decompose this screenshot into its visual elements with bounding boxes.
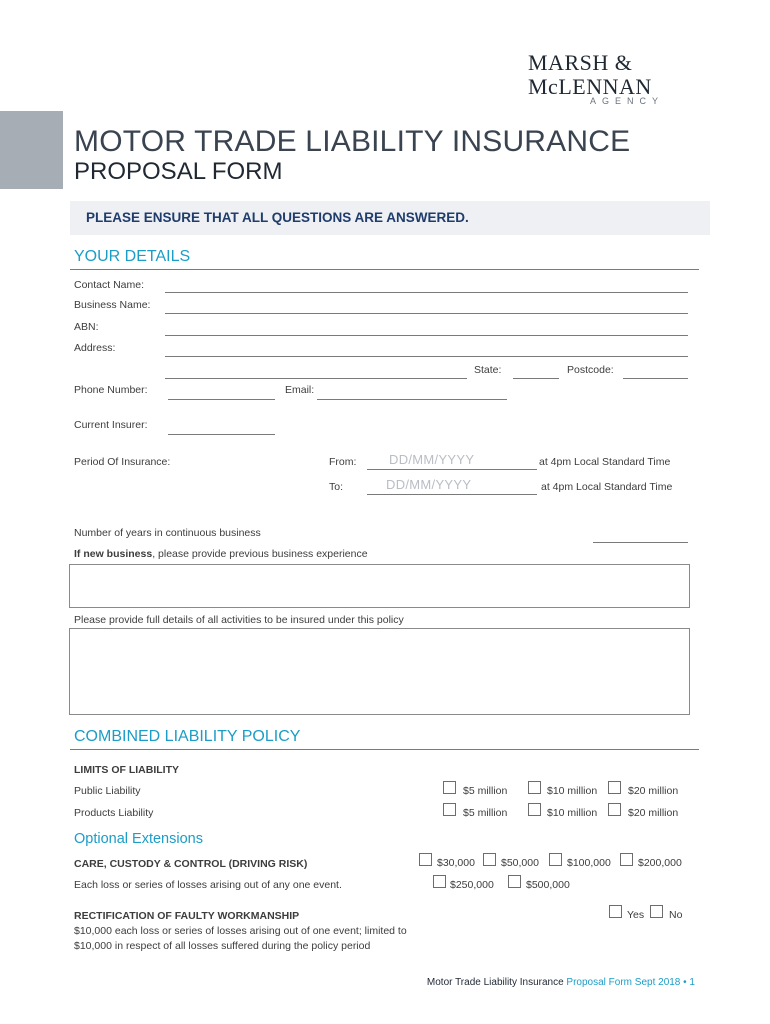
abn-label: ABN: — [74, 321, 99, 333]
from-date-field[interactable] — [367, 469, 537, 470]
optional-extensions-heading: Optional Extensions — [74, 831, 203, 847]
state-label: State: — [474, 364, 502, 376]
new-business-label — [74, 548, 368, 560]
rectification-heading: RECTIFICATION OF FAULTY WORKMANSHIP — [74, 910, 300, 922]
address-field-line-1[interactable] — [165, 356, 688, 357]
to-label: To: — [329, 481, 344, 493]
public-10m-checkbox[interactable] — [528, 781, 541, 794]
care-50k-label: $50,000 — [501, 857, 539, 869]
years-business-field[interactable] — [593, 542, 688, 543]
page-title: MOTOR TRADE LIABILITY INSURANCE — [74, 125, 631, 158]
page-footer — [427, 977, 695, 988]
postcode-field[interactable] — [623, 378, 688, 379]
logo-line-2: McLENNAN — [528, 74, 652, 99]
abn-field[interactable] — [165, 335, 688, 336]
care-200k-checkbox[interactable] — [620, 853, 633, 866]
care-custody-description: Each loss or series of losses arising out of any one event. — [74, 879, 342, 891]
care-250k-label: $250,000 — [450, 879, 494, 891]
address-label: Address: — [74, 342, 116, 354]
public-5m-label: $5 million — [463, 785, 508, 797]
new-business-bold: If new business — [74, 548, 153, 560]
care-50k-checkbox[interactable] — [483, 853, 496, 866]
footer-page-info: Proposal Form Sept 2018 • 1 — [566, 977, 695, 988]
products-5m-label: $5 million — [463, 807, 508, 819]
care-30k-checkbox[interactable] — [419, 853, 432, 866]
footer-title: Motor Trade Liability Insurance — [426, 977, 564, 988]
logo-line-1: MARSH & — [528, 50, 633, 75]
page-subtitle: PROPOSAL FORM — [74, 158, 283, 185]
care-500k-label: $500,000 — [526, 879, 570, 891]
rectification-desc-line-2: $10,000 in respect of all losses suffered during the policy period — [74, 940, 371, 952]
care-custody-heading: CARE, CUSTODY & CONTROL (DRIVING RISK) — [74, 858, 308, 870]
current-insurer-field[interactable] — [168, 434, 275, 435]
products-10m-label: $10 million — [547, 807, 598, 819]
rectification-no-checkbox[interactable] — [650, 905, 663, 918]
to-date-placeholder: DD/MM/YYYY — [386, 477, 472, 492]
public-10m-label: $10 million — [547, 785, 598, 797]
phone-field[interactable] — [168, 399, 275, 400]
limits-heading: LIMITS OF LIABILITY — [74, 764, 179, 776]
care-200k-label: $200,000 — [638, 857, 682, 869]
state-field[interactable] — [513, 378, 559, 379]
contact-name-field[interactable] — [165, 292, 688, 293]
rectification-yes-label: Yes — [627, 909, 645, 921]
activities-label: Please provide full details of all activities to be insured under this policy — [74, 614, 404, 626]
contact-name-label: Contact Name: — [74, 279, 145, 291]
public-5m-checkbox[interactable] — [443, 781, 456, 794]
new-business-rest: , please provide previous business experience — [152, 548, 368, 560]
care-100k-label: $100,000 — [567, 857, 611, 869]
to-time-note: at 4pm Local Standard Time — [541, 481, 673, 493]
section-rule — [70, 269, 699, 270]
logo-line-3: AGENCY — [590, 96, 665, 106]
from-label: From: — [329, 456, 357, 468]
email-field[interactable] — [317, 399, 507, 400]
care-100k-checkbox[interactable] — [549, 853, 562, 866]
notice-banner — [70, 201, 710, 235]
phone-label: Phone Number: — [74, 384, 148, 396]
public-liability-label: Public Liability — [74, 785, 141, 797]
current-insurer-label: Current Insurer: — [74, 419, 148, 431]
years-business-label: Number of years in continuous business — [74, 527, 261, 539]
public-20m-label: $20 million — [628, 785, 679, 797]
combined-liability-heading: COMBINED LIABILITY POLICY — [74, 728, 301, 745]
public-20m-checkbox[interactable] — [608, 781, 621, 794]
products-5m-checkbox[interactable] — [443, 803, 456, 816]
marsh-mclennan-logo — [528, 50, 688, 106]
notice-text: PLEASE ENSURE THAT ALL QUESTIONS ARE ANSWERED. — [86, 210, 469, 225]
products-10m-checkbox[interactable] — [528, 803, 541, 816]
rectification-desc-line-1: $10,000 each loss or series of losses arising out of one event; limited to — [74, 925, 407, 937]
products-20m-label: $20 million — [628, 807, 679, 819]
postcode-label: Postcode: — [567, 364, 614, 376]
email-label: Email: — [285, 384, 315, 396]
period-label: Period Of Insurance: — [74, 456, 171, 468]
activities-textarea[interactable] — [69, 628, 690, 715]
business-name-field[interactable] — [165, 313, 688, 314]
care-250k-checkbox[interactable] — [433, 875, 446, 888]
previous-experience-textarea[interactable] — [69, 564, 690, 608]
products-liability-label: Products Liability — [74, 807, 154, 819]
header-accent-block — [0, 111, 63, 189]
from-date-placeholder: DD/MM/YYYY — [389, 452, 475, 467]
to-date-field[interactable] — [367, 494, 537, 495]
address-field-line-2[interactable] — [165, 378, 467, 379]
rectification-no-label: No — [669, 909, 683, 921]
care-500k-checkbox[interactable] — [508, 875, 521, 888]
from-time-note: at 4pm Local Standard Time — [539, 456, 671, 468]
rectification-yes-checkbox[interactable] — [609, 905, 622, 918]
care-30k-label: $30,000 — [437, 857, 475, 869]
section-rule — [70, 749, 699, 750]
your-details-heading: YOUR DETAILS — [74, 248, 191, 265]
business-name-label: Business Name: — [74, 299, 151, 311]
products-20m-checkbox[interactable] — [608, 803, 621, 816]
